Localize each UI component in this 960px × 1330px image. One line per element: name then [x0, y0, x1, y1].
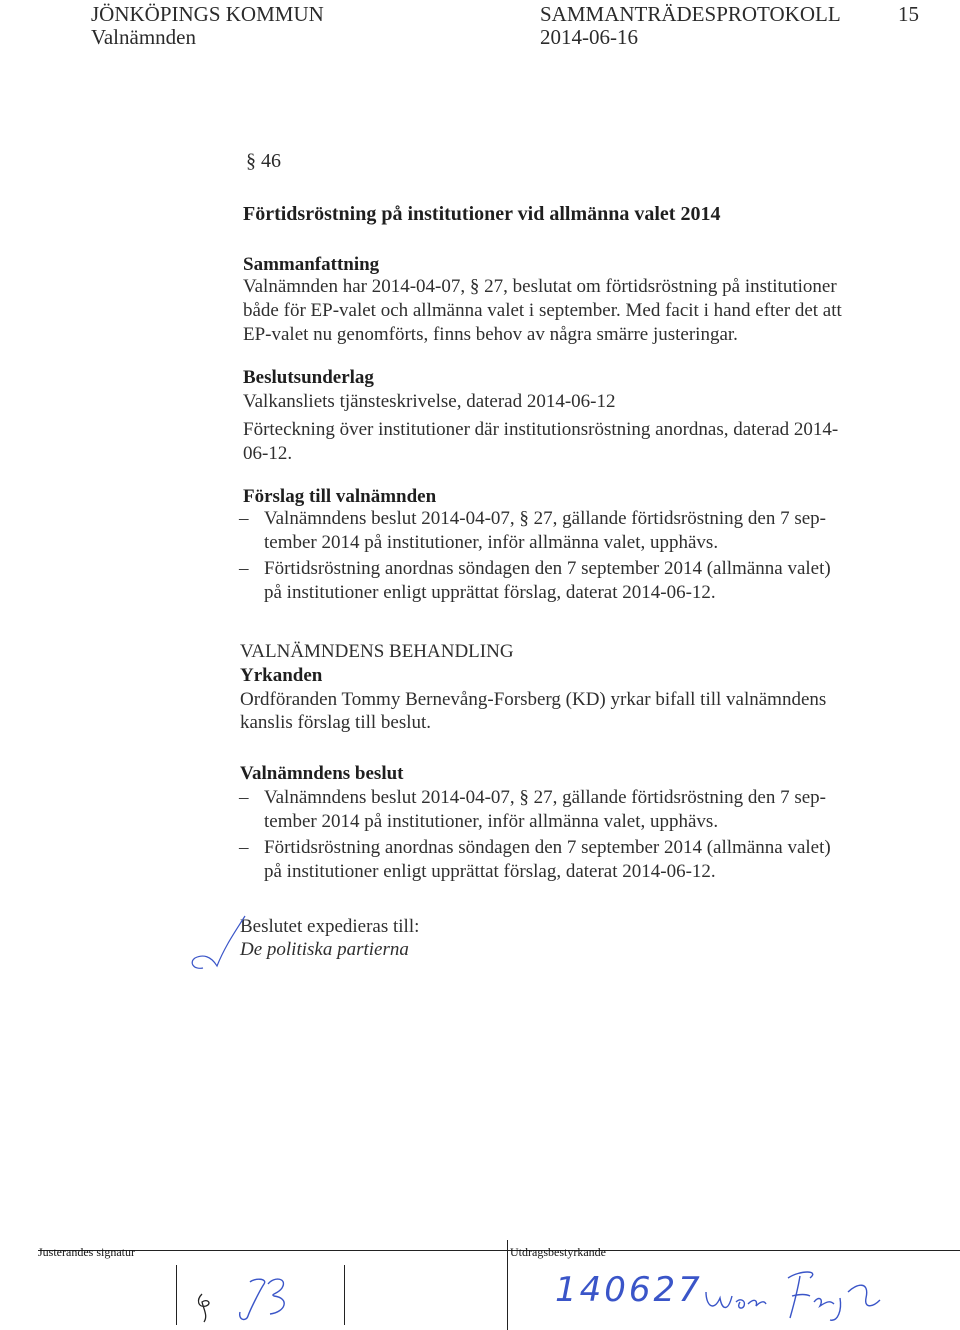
dispatch-recipient: De politiska partierna	[240, 939, 409, 960]
decision-bullet: på institutioner enligt upprättat förslag, daterat 2014-06-12.	[264, 861, 716, 882]
decision-heading: Valnämndens beslut	[240, 763, 404, 784]
bullet-dash: –	[239, 837, 249, 858]
handling-line: Ordföranden Tommy Bernevång-Forsberg (KD) yrkar bifall till valnämndens	[240, 689, 827, 710]
basis-item: 06-12.	[243, 443, 293, 464]
extract-date-handwritten: 140627	[555, 1270, 703, 1310]
summary-line: Valnämnden har 2014-04-07, § 27, beslutat om förtidsröstning på institutioner	[243, 276, 837, 297]
header-committee: Valnämnden	[91, 25, 196, 49]
proposal-bullet: tember 2014 på institutioner, inför allmänna valet, upphävs.	[264, 532, 719, 553]
proposal-bullet: Valnämndens beslut 2014-04-07, § 27, gällande förtidsröstning den 7 sep-	[264, 508, 826, 529]
summary-heading: Sammanfattning	[243, 254, 380, 275]
proposal-heading: Förslag till valnämnden	[243, 486, 437, 507]
proposal-bullet: Förtidsröstning anordnas söndagen den 7 september 2014 (allmänna valet)	[264, 558, 831, 579]
handwritten-signature	[700, 1262, 920, 1327]
header-org: JÖNKÖPINGS KOMMUN	[91, 2, 324, 26]
bullet-dash: –	[239, 787, 249, 808]
extract-label: Utdragsbestyrkande	[510, 1245, 606, 1259]
basis-heading: Beslutsunderlag	[243, 367, 374, 388]
footer-divider	[507, 1240, 508, 1330]
checkmark-icon	[185, 910, 255, 985]
basis-item: Förteckning över institutioner där institutionsröstning anordnas, daterad 2014-	[243, 419, 839, 440]
page-number: 15	[898, 2, 919, 26]
signature-box-right	[344, 1265, 345, 1325]
bullet-dash: –	[239, 508, 249, 529]
signature-box-left	[176, 1265, 177, 1325]
summary-line: både för EP-valet och allmänna valet i september. Med facit i hand efter det att	[243, 300, 842, 321]
proposal-bullet: på institutioner enligt upprättat förslag, daterat 2014-06-12.	[264, 582, 716, 603]
decision-bullet: Förtidsröstning anordnas söndagen den 7 september 2014 (allmänna valet)	[264, 837, 831, 858]
handling-subheading: Yrkanden	[240, 665, 323, 686]
basis-item: Valkansliets tjänsteskrivelse, daterad 2014-06-12	[243, 391, 616, 412]
section-number: § 46	[246, 150, 281, 172]
footer-rule	[38, 1250, 960, 1251]
header-doc-type: SAMMANTRÄDESPROTOKOLL	[540, 2, 841, 26]
dispatch-label: Beslutet expedieras till:	[240, 916, 420, 937]
section-title: Förtidsröstning på institutioner vid allmänna valet 2014	[243, 203, 721, 225]
decision-bullet: tember 2014 på institutioner, inför allmänna valet, upphävs.	[264, 811, 719, 832]
decision-bullet: Valnämndens beslut 2014-04-07, § 27, gällande förtidsröstning den 7 sep-	[264, 787, 826, 808]
summary-line: EP-valet nu genomförts, finns behov av några smärre justeringar.	[243, 324, 738, 345]
handling-line: kanslis förslag till beslut.	[240, 712, 432, 733]
handling-heading: VALNÄMNDENS BEHANDLING	[240, 641, 514, 662]
header-date: 2014-06-16	[540, 25, 638, 49]
bullet-dash: –	[239, 558, 249, 579]
initials-signature	[190, 1272, 310, 1327]
signature-label: Justerandes signatur	[38, 1245, 135, 1259]
